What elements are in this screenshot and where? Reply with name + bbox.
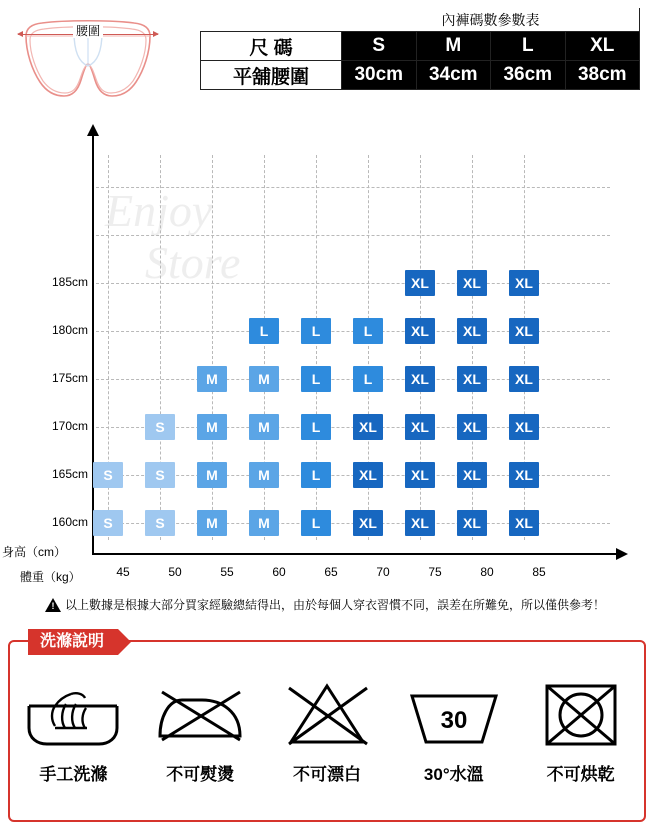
grid-line-horizontal xyxy=(96,235,610,236)
x-tick-label: 80 xyxy=(480,565,494,579)
table-row xyxy=(201,9,640,32)
size-cell-s: S xyxy=(93,510,123,536)
size-cell-m: M xyxy=(197,414,227,440)
size-cell-xl: XL xyxy=(353,414,383,440)
wash-care-label-water-temp: 30°水溫 xyxy=(423,765,484,784)
hand-wash-icon xyxy=(21,678,125,752)
x-tick-label: 70 xyxy=(376,565,390,579)
top-section xyxy=(0,0,650,120)
x-tick-label: 45 xyxy=(116,565,130,579)
size-cell-xl: XL xyxy=(457,366,487,392)
wash-care-item-no-iron xyxy=(137,678,264,785)
size-cell-xl: XL xyxy=(457,414,487,440)
y-tick-label: 170cm xyxy=(51,419,88,433)
size-table xyxy=(200,8,640,90)
y-tick-label: 165cm xyxy=(51,467,88,481)
waist-label: 腰圍 xyxy=(73,24,103,38)
waist-value-s: 30cm xyxy=(342,61,417,90)
size-cell-xl: XL xyxy=(509,414,539,440)
size-cell-xl: XL xyxy=(405,510,435,536)
size-cell-l: L xyxy=(301,318,331,344)
size-cell-xl: XL xyxy=(509,462,539,488)
size-cell-xl: XL xyxy=(405,270,435,296)
size-cell-l: L xyxy=(249,318,279,344)
size-cell-xl: XL xyxy=(457,510,487,536)
row-header-waist: 平舖腰圍 xyxy=(201,61,342,90)
water-temp-icon xyxy=(402,678,506,752)
y-tick-label: 180cm xyxy=(51,323,88,337)
size-cell-xl: XL xyxy=(405,462,435,488)
grid-line-horizontal xyxy=(96,187,610,188)
size-cell-xl: XL xyxy=(509,270,539,296)
y-axis-title: 身高（cm） xyxy=(2,545,66,559)
size-table-grid xyxy=(200,8,640,90)
size-cell-s: S xyxy=(145,510,175,536)
size-cell-m: M xyxy=(197,462,227,488)
row-header-size: 尺 碼 xyxy=(201,32,342,61)
waist-value-l: 36cm xyxy=(491,61,566,90)
size-cell-xl: XL xyxy=(457,270,487,296)
size-cell-l: L xyxy=(301,366,331,392)
size-cell-m: M xyxy=(197,366,227,392)
size-cell-xl: XL xyxy=(353,462,383,488)
disclaimer-note xyxy=(0,596,650,620)
size-cell-m: M xyxy=(249,414,279,440)
wash-care-label-no-bleach: 不可漂白 xyxy=(292,765,361,784)
y-axis xyxy=(92,135,94,555)
x-axis-title: 體重（kg） xyxy=(20,570,81,584)
size-header-s: S xyxy=(342,32,417,61)
size-cell-xl: XL xyxy=(509,366,539,392)
wash-care-item-hand-wash xyxy=(10,678,137,785)
size-table-title: 內褲碼數參數表 xyxy=(342,9,640,32)
table-corner-cell xyxy=(201,9,342,32)
table-row xyxy=(201,32,640,61)
no-tumble-dry-icon xyxy=(529,678,633,752)
x-tick-label: 55 xyxy=(220,565,234,579)
size-cell-s: S xyxy=(145,462,175,488)
size-cell-xl: XL xyxy=(457,318,487,344)
size-cell-l: L xyxy=(301,462,331,488)
x-tick-label: 85 xyxy=(532,565,546,579)
x-tick-label: 65 xyxy=(324,565,338,579)
waist-value-m: 34cm xyxy=(416,61,491,90)
disclaimer-text: 以上數據是根據大部分買家經驗總結得出，由於每個人穿衣習慣不同，誤差在所難免，所以僅供參考！ xyxy=(64,598,605,612)
no-iron-icon xyxy=(148,678,252,752)
x-axis xyxy=(92,553,617,555)
wash-care-label-hand-wash: 手工洗滌 xyxy=(39,765,108,784)
size-cell-xl: XL xyxy=(509,510,539,536)
size-cell-s: S xyxy=(145,414,175,440)
size-cell-xl: XL xyxy=(405,318,435,344)
size-cell-m: M xyxy=(249,366,279,392)
size-cell-m: M xyxy=(197,510,227,536)
y-tick-label: 185cm xyxy=(51,275,88,289)
brief-illustration xyxy=(8,10,168,110)
size-cell-l: L xyxy=(353,366,383,392)
no-bleach-icon xyxy=(275,678,379,752)
warning-icon: ! xyxy=(45,598,61,612)
wash-care-item-no-bleach xyxy=(264,678,391,785)
wash-care-item-water-temp xyxy=(390,678,517,785)
size-cell-m: M xyxy=(249,510,279,536)
y-tick-label: 175cm xyxy=(51,371,88,385)
watermark: Enjoy Store xyxy=(105,185,241,288)
size-cell-xl: XL xyxy=(509,318,539,344)
svg-text:30: 30 xyxy=(440,707,468,734)
wash-care-label-no-tumble-dry: 不可烘乾 xyxy=(546,765,615,784)
size-cell-s: S xyxy=(93,462,123,488)
size-cell-xl: XL xyxy=(405,414,435,440)
size-cell-m: M xyxy=(249,462,279,488)
wash-care-title: 洗滌說明 xyxy=(28,629,118,655)
x-tick-label: 75 xyxy=(428,565,442,579)
wash-care-item-no-tumble-dry xyxy=(517,678,644,785)
table-row xyxy=(201,61,640,90)
size-recommendation-chart xyxy=(0,125,650,585)
size-cell-l: L xyxy=(301,414,331,440)
wash-care-icons xyxy=(10,678,644,785)
size-header-m: M xyxy=(416,32,491,61)
wash-care-panel xyxy=(8,633,646,822)
size-header-xl: XL xyxy=(565,32,640,61)
size-cell-l: L xyxy=(301,510,331,536)
size-cell-l: L xyxy=(353,318,383,344)
x-tick-label: 50 xyxy=(168,565,182,579)
size-cell-xl: XL xyxy=(405,366,435,392)
waist-label-wrap xyxy=(8,22,168,39)
waist-value-xl: 38cm xyxy=(565,61,640,90)
y-tick-label: 160cm xyxy=(51,515,88,529)
wash-care-label-no-iron: 不可熨燙 xyxy=(166,765,235,784)
size-header-l: L xyxy=(491,32,566,61)
size-cell-xl: XL xyxy=(353,510,383,536)
x-tick-label: 60 xyxy=(272,565,286,579)
size-cell-xl: XL xyxy=(457,462,487,488)
